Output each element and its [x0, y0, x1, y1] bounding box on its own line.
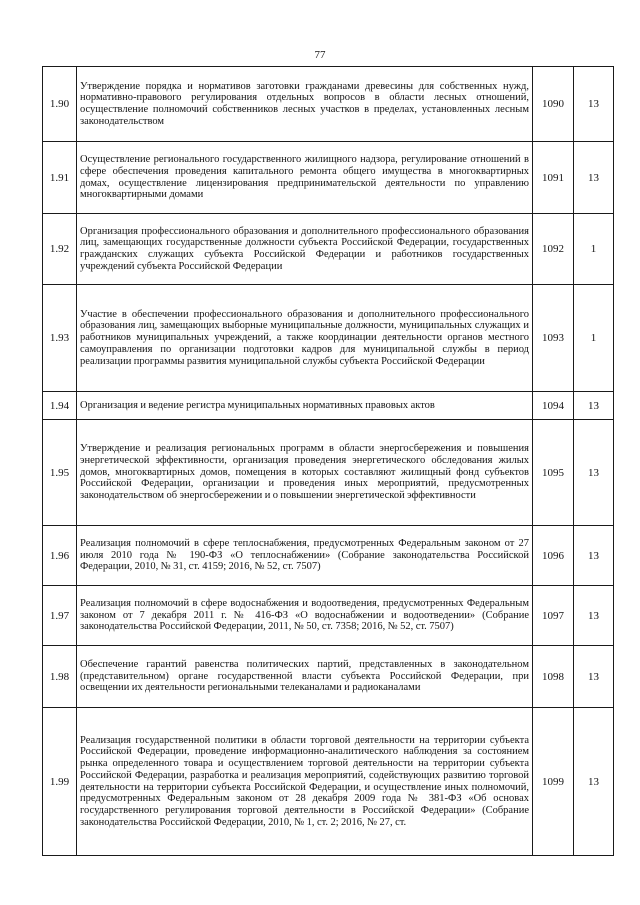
row-code: 1095	[533, 420, 574, 526]
row-number: 1.91	[43, 142, 77, 214]
row-code: 1090	[533, 67, 574, 142]
row-number: 1.92	[43, 214, 77, 285]
row-group: 13	[574, 392, 614, 420]
row-code: 1092	[533, 214, 574, 285]
row-number: 1.99	[43, 708, 77, 856]
row-group: 13	[574, 142, 614, 214]
row-group: 13	[574, 586, 614, 646]
row-code: 1098	[533, 646, 574, 708]
table-row	[43, 285, 614, 392]
row-number: 1.90	[43, 67, 77, 142]
table-row	[43, 420, 614, 526]
row-description: Участие в обеспечении профессионального образования и дополнительного профессионального образования лиц, замещающих выборные муниципальные должности, муниципальных служащих и работников муниципальных учреждений, а также координации деятельности органов местного самоуправления по организации подготовки кадров для муниципальной службы в период реализации программы развития муниципальной службы субъекта Российской Федерации	[77, 285, 533, 392]
row-number: 1.96	[43, 526, 77, 586]
row-description: Осуществление регионального государственного жилищного надзора, регулирование отношений в сфере обеспечения проведения капитального ремонта общего имущества в многоквартирных домах, осуществление лицензирования предпринимательской деятельности по управлению многоквартирными домами	[77, 142, 533, 214]
row-code: 1096	[533, 526, 574, 586]
table-row	[43, 708, 614, 856]
row-group: 1	[574, 285, 614, 392]
row-description: Реализация полномочий в сфере водоснабжения и водоотведения, предусмотренных Федеральным законом от 7 декабря 2011 г. № 416-ФЗ «О водоснабжении и водоотведении» (Собрание законодательства Российской Федерации, 2011, № 50, ст. 7358; 2016, № 52, ст. 7507)	[77, 586, 533, 646]
table-row	[43, 392, 614, 420]
row-group: 13	[574, 526, 614, 586]
row-description: Утверждение порядка и нормативов заготовки гражданами древесины для собственных нужд, нормативно-правового регулирования отдельных вопросов в области лесных отношений, осуществление полномочий собственников лесных участков в пределах, установленных лесным законодательством	[77, 67, 533, 142]
table-row	[43, 67, 614, 142]
row-number: 1.95	[43, 420, 77, 526]
table-body	[43, 67, 614, 856]
row-group: 13	[574, 420, 614, 526]
row-code: 1099	[533, 708, 574, 856]
row-description: Утверждение и реализация региональных программ в области энергосбережения и повышения энергетической эффективности, организация проведения энергетического обследования жилых домов, многоквартирных домов, помещения в которых составляют жилищный фонд субъектов Российской Федерации, организации и проведения иных мероприятий, предусмотренных законодательством об энергосбережении и о повышении энергетической эффективности	[77, 420, 533, 526]
table-row	[43, 214, 614, 285]
row-number: 1.97	[43, 586, 77, 646]
row-group: 13	[574, 708, 614, 856]
row-number: 1.93	[43, 285, 77, 392]
row-group: 13	[574, 67, 614, 142]
row-number: 1.98	[43, 646, 77, 708]
table-row	[43, 646, 614, 708]
row-code: 1097	[533, 586, 574, 646]
page-number: 77	[314, 49, 326, 61]
powers-table	[42, 66, 614, 856]
row-description: Реализация полномочий в сфере теплоснабжения, предусмотренных Федеральным законом от 27 июля 2010 года № 190-ФЗ «О теплоснабжении» (Собрание законодательства Российской Федерации, 2010, № 31, ст. 4159; 2016, № 52, ст. 7507)	[77, 526, 533, 586]
table-row	[43, 142, 614, 214]
row-code: 1094	[533, 392, 574, 420]
row-number: 1.94	[43, 392, 77, 420]
row-description: Обеспечение гарантий равенства политических партий, представленных в законодательном (представительном) органе государственной власти субъекта Российской Федерации, при освещении их деятельности региональными телеканалами и радиоканалами	[77, 646, 533, 708]
row-code: 1093	[533, 285, 574, 392]
row-group: 13	[574, 646, 614, 708]
row-description: Реализация государственной политики в области торговой деятельности на территории субъекта Российской Федерации, проведение информационно-аналитического наблюдения за состоянием рынка определенного товара и осуществлением торговой деятельности на территории субъекта Российской Федерации, разработка и реализация мероприятий, содействующих развитию торговой деятельности на территории субъекта Российской Федерации, и осуществление иных полномочий, предусмотренных Федеральным законом от 28 декабря 2009 года № 381-ФЗ «Об основах государственного регулирования торговой деятельности в Российской Федерации» (Собрание законодательства Российской Федерации, 2010, № 1, ст. 2; 2016, № 27, ст.	[77, 708, 533, 856]
row-code: 1091	[533, 142, 574, 214]
table-row	[43, 526, 614, 586]
row-description: Организация профессионального образования и дополнительного профессионального образования лиц, замещающих государственные должности субъекта Российской Федерации, государственных гражданских служащих субъекта Российской Федерации и работников государственных учреждений субъекта Российской Федерации	[77, 214, 533, 285]
table-row	[43, 586, 614, 646]
row-group: 1	[574, 214, 614, 285]
row-description: Организация и ведение регистра муниципальных нормативных правовых актов	[77, 392, 533, 420]
